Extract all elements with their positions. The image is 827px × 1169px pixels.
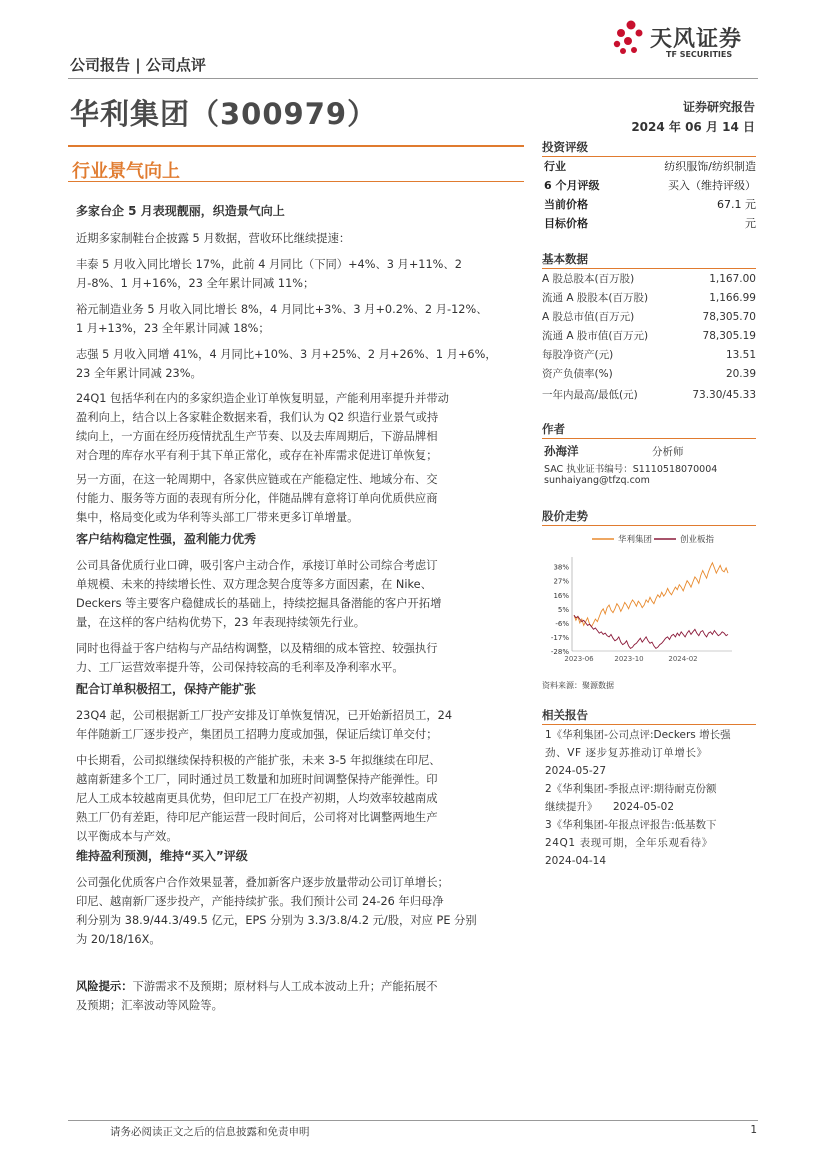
report-subtitle: 行业景气向上 [72,161,180,182]
paragraph-line: 及预期；汇率波动等风险等。 [76,999,223,1012]
paragraph-line: 为 20/18/16X。 [76,933,161,946]
report-date: 2024 年 06 月 14 日 [631,120,755,134]
paragraph-line: 志强 5 月收入同增 41%，4 月同比+10%、3 月+25%、2 月+26%、1 月+6%， [76,348,497,361]
basic-key: 流通 A 股市值(百万元) [542,330,649,342]
company-title: 华利集团（300979） [70,97,378,131]
basic-value: 20.39 [725,368,756,380]
y-tick-label: -6% [555,619,569,628]
related-item-line[interactable]: 继续提升》 [545,801,598,813]
basic-value: 78,305.70 [702,311,756,323]
related-item-line[interactable]: 2《华利集团-季报点评:期待耐克份额 [545,783,717,795]
y-tick-label: 16% [553,591,569,600]
paragraph-line: 以平衡成本与产效。 [76,830,178,843]
rating-value: 纺织服饰/纺织制造 [664,160,756,173]
paragraph-line: 23 全年累计同减 23%。 [76,367,202,380]
divider [68,181,524,182]
page-number: 1 [750,1124,757,1136]
legend-label: 创业板指 [680,535,715,545]
rating-value: 买入（维持评级） [668,179,756,192]
logo-text: 天风证券 [650,27,743,52]
paragraph-line: Deckers 等主要客户稳健成长的基础上，持续挖掘具备潜能的客户开拓增 [76,597,442,610]
author-heading: 作者 [542,421,756,439]
legend-label: 华利集团 [618,535,653,545]
y-tick-label: 27% [553,577,569,586]
paragraph-line: 中长期看，公司拟继续保持积极的产能扩张，未来 3-5 年拟继续在印尼、 [76,754,441,767]
basic-row [542,289,756,308]
y-tick-label: 38% [553,563,569,572]
rating-key: 目标价格 [544,217,588,230]
author-sac: SAC 执业证书编号：S1110518070004 [544,464,718,475]
tf-logo-icon [612,20,646,58]
related-item-line[interactable]: 1《华利集团-公司点评:Deckers 增长强 [545,729,731,741]
y-tick-label: -17% [550,633,569,642]
chart-heading: 股价走势 [542,508,756,526]
paragraph-line: 同时也得益于客户结构与产品结构调整，以及精细的成本管控、较强执行 [76,642,438,655]
basic-key: 一年内最高/最低(元) [542,389,638,401]
risk-line [76,977,522,997]
rating-key: 行业 [544,160,566,173]
report-type: 证券研究报告 [682,100,755,114]
related-item-date: 2024-05-02 [613,801,675,813]
paragraph-line: 尼人工成本较越南更具优势，但印尼工厂在投产初期，人均效率较越南成 [76,792,438,805]
x-tick-label: 2023-06 [564,655,594,663]
paragraph-line: 裕元制造业务 5 月收入同比增长 8%，4 月同比+3%、3 月+0.2%、2 月-12%、 [76,303,488,316]
section-heading: 多家台企 5 月表现靓丽，织造景气向上 [76,204,285,218]
divider [68,145,524,147]
x-tick-label: 2024-02 [668,655,698,663]
related-item-date: 2024-04-14 [545,855,607,867]
basic-row [542,386,756,405]
rating-value: 67.1 元 [717,198,756,211]
rating-key: 6 个月评级 [544,179,600,192]
author-role: 分析师 [652,446,684,458]
risk-text: 下游需求不及预期；原材料与人工成本波动上升；产能拓展不 [132,980,438,993]
report-category: 公司报告 | 公司点评 [70,56,206,74]
basic-value: 78,305.19 [702,330,756,342]
paragraph-line: 利分别为 38.9/44.3/49.5 亿元，EPS 分别为 3.3/3.8/4.2 元/股，对应 PE 分别 [76,914,477,927]
paragraph-line: 续向上，一方面在经历疫情扰乱生产节奏、以及去库周期后，下游品牌相 [76,430,438,443]
paragraph-line: 盈利向上，结合以上各家鞋企数据来看，我们认为 Q2 织造行业景气或持 [76,411,439,424]
series-line-chinext [574,615,728,648]
paragraph-line: 公司强化优质客户合作效果显著，叠加新客户逐步放量带动公司订单增长； [76,876,449,889]
basic-row [542,327,756,346]
logo-subtext: TF SECURITIES [666,50,733,59]
paragraph-line: 力、工厂运营效率提升等，公司保持较高的毛利率及净利率水平。 [76,661,404,674]
paragraph-line: 印尼、越南新厂逐步投产，产能持续扩张。我们预计公司 24-26 年归母净 [76,895,444,908]
series-line-hualigroup [574,563,728,627]
divider [68,78,758,79]
paragraph-line: 1 月+13%，23 全年累计同减 18%； [76,322,270,335]
y-tick-label: 5% [557,605,569,614]
rating-value: 元 [745,217,756,230]
divider [68,1120,758,1121]
basic-row [542,308,756,327]
basic-row [542,346,756,365]
basic-row [542,270,756,289]
paragraph-line: 年伴随新工厂逐步投产，集团员工招聘力度或加强，保证后续订单交付； [76,728,438,741]
author-email[interactable]: sunhaiyang@tfzq.com [544,475,650,486]
basic-value: 1,167.00 [709,273,756,285]
related-item-line[interactable]: 劲、VF 逐步复苏推动订单增长》 [545,747,708,759]
paragraph-line: 对合理的库存水平有利于其下单正常化，或存在补库需求促进订单恢复； [76,449,438,462]
section-heading: 维持盈利预测，维持“买入”评级 [76,849,248,863]
rating-key: 当前价格 [544,198,588,211]
paragraph-line: 24Q1 包括华利在内的多家织造企业订单恢复明显，产能利用率提升并带动 [76,392,449,405]
paragraph-line: 丰泰 5 月收入同比增长 17%，此前 4 月同比（下同）+4%、3 月+11%、2 [76,258,462,271]
section-heading: 客户结构稳定性强，盈利能力优秀 [76,532,257,546]
paragraph-line: 集中，格局变化或为华利等头部工厂带来更多订单增量。 [76,511,359,524]
basic-key: 资产负债率(%) [542,368,613,380]
basic-key: A 股总股本(百万股) [542,273,635,285]
basic-key: 流通 A 股股本(百万股) [542,292,649,304]
author-name: 孙海洋 [544,444,579,458]
chart-source: 资料来源：聚源数据 [542,681,614,690]
basic-key: 每股净资产(元) [542,349,614,361]
paragraph-line: 公司具备优质行业口碑，吸引客户主动合作，承接订单时公司综合考虑订 [76,559,438,572]
basic-row [542,365,756,384]
basic-value: 1,166.99 [709,292,756,304]
y-tick-label: -28% [550,648,569,656]
section-heading: 配合订单积极招工，保持产能扩张 [76,682,257,696]
paragraph-line: 熟工厂仍有差距，待印尼产能运营一段时间后，公司将对比调整两地生产 [76,811,438,824]
rating-heading: 投资评级 [542,139,756,157]
paragraph: 近期多家制鞋台企披露 5 月数据，营收环比继续提速： [76,232,351,245]
related-item-line[interactable]: 24Q1 表现可期，全年乐观看待》 [545,837,713,849]
footer-disclaimer: 请务必阅读正文之后的信息披露和免责申明 [110,1126,310,1138]
related-item-date: 2024-05-27 [545,765,607,777]
paragraph-line: 越南新建多个工厂，同时通过员工数量和加班时间调整保持产能弹性。印 [76,773,438,786]
related-item-line[interactable]: 3《华利集团-年报点评报告:低基数下 [545,819,717,831]
risk-label: 风险提示： [76,980,133,993]
paragraph-line: 单规模、未来的持续增长性、双方理念契合度等多方面因素，在 Nike、 [76,578,432,591]
related-heading: 相关报告 [542,707,756,725]
paragraph-line: 量，在这样的客户结构优势下，23 年表现持续领先行业。 [76,616,366,629]
basic-value: 73.30/45.33 [692,389,756,401]
paragraph-line: 付能力、服务等方面的表现有所分化，伴随品牌有意将订单向优质供应商 [76,492,438,505]
x-tick-label: 2023-10 [614,655,644,663]
paragraph-line: 月-8%、1 月+16%，23 全年累计同减 11%； [76,277,315,290]
stock-price-chart [542,527,758,667]
paragraph-line: 另一方面，在这一轮周期中，各家供应链或在产能稳定性、地域分布、交 [76,473,438,486]
basic-key: A 股总市值(百万元) [542,311,635,323]
basic-value: 13.51 [725,349,756,361]
basic-data-heading: 基本数据 [542,251,756,269]
paragraph-line: 23Q4 起，公司根据新工厂投产安排及订单恢复情况，已开始新招员工，24 [76,709,453,722]
